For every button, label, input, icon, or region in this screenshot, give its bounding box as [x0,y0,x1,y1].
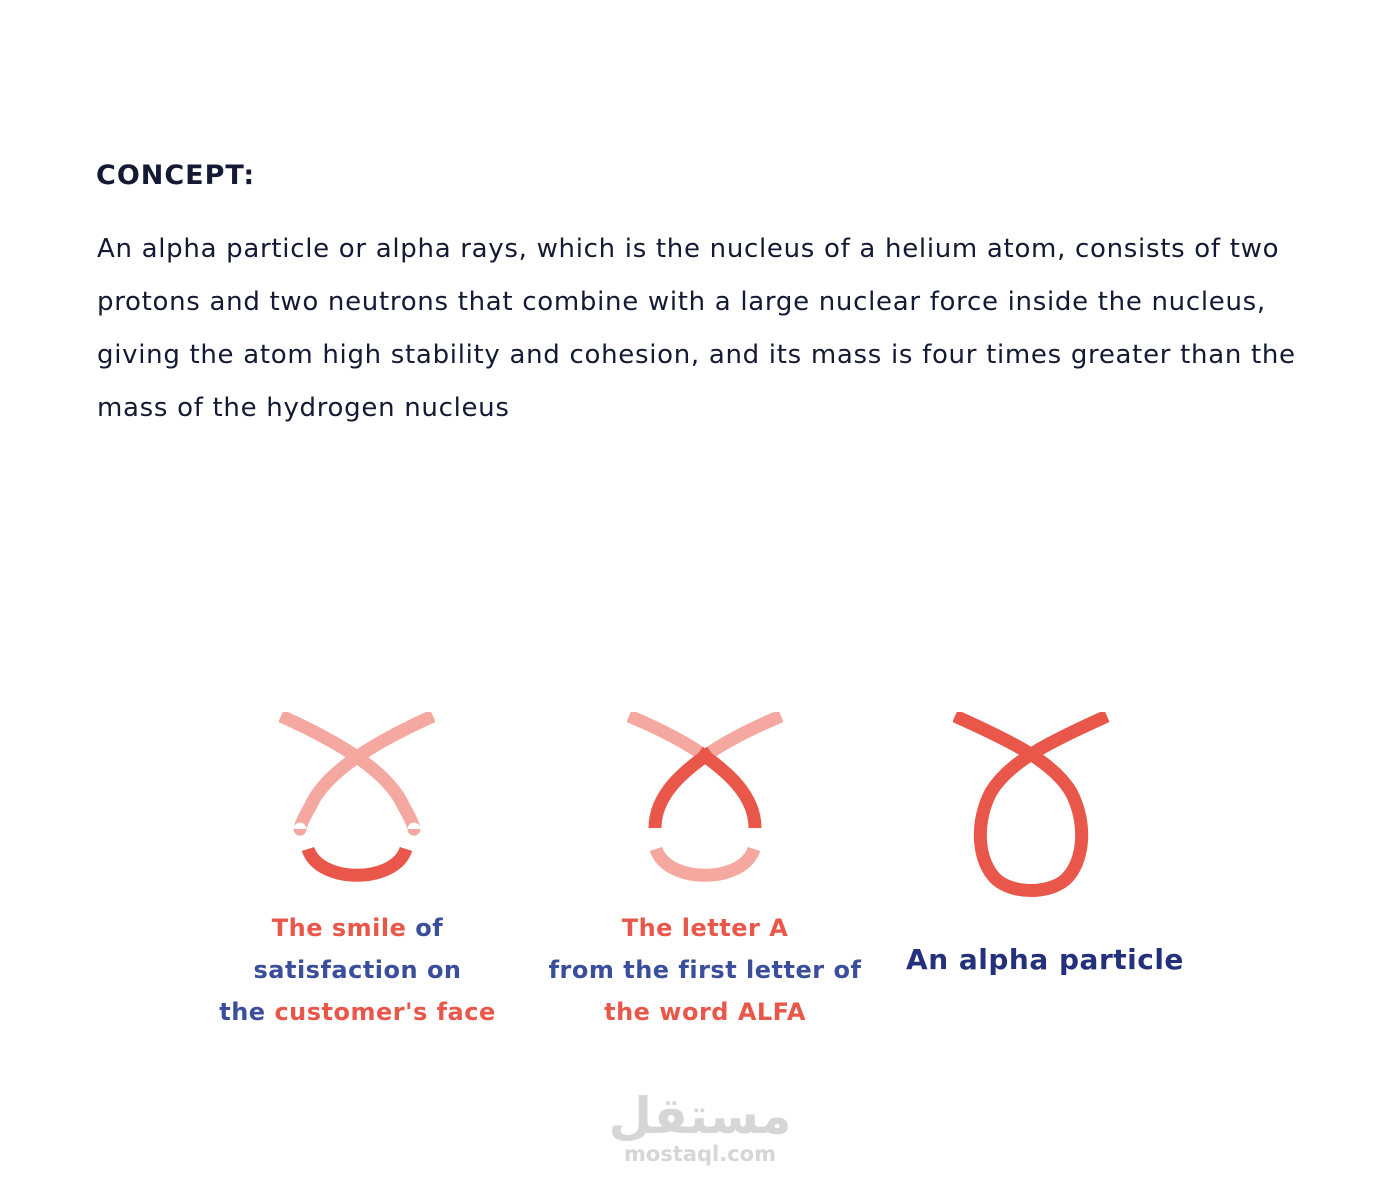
caption-smile-part: of [406,914,444,942]
mostaql-watermark [600,1088,800,1166]
watermark-url: mostaql.com [624,1142,776,1166]
caption-letter-a [530,907,880,1033]
caption-alpha-particle [895,939,1195,981]
alpha-logo-smile-variant [279,712,435,898]
watermark-arabic-logo: مستقل [608,1087,792,1145]
concept-description: An alpha particle or alpha rays, which is the nucleus of a helium atom, consists of two protons and two neutrons that combine with a large nuclear force inside the nucleus, giving the atom high stability and cohesion, and its mass is four times greater than the mass of the hydrogen nucleus [97,234,1296,423]
alpha-logo-full [953,712,1109,898]
caption-letter-a-part: the word ALFA [604,998,806,1026]
caption-letter-a-part: from the first letter of [548,956,862,984]
caption-smile-part: customer's face [274,998,496,1026]
caption-smile [185,907,530,1033]
caption-alpha-particle-part: An alpha particle [906,943,1184,976]
smile-logo-graphic [279,712,435,898]
caption-smile-part: satisfaction on [253,956,462,984]
caption-smile-part: the [219,998,275,1026]
caption-letter-a-part: The letter A [621,914,789,942]
concept-title: CONCEPT: [96,160,256,191]
caption-smile-part: The smile [271,914,407,942]
alpha-logo-letter-a-variant [627,712,783,898]
letter-a-logo-graphic [627,712,783,898]
alpha-particle-logo-graphic [953,712,1109,898]
